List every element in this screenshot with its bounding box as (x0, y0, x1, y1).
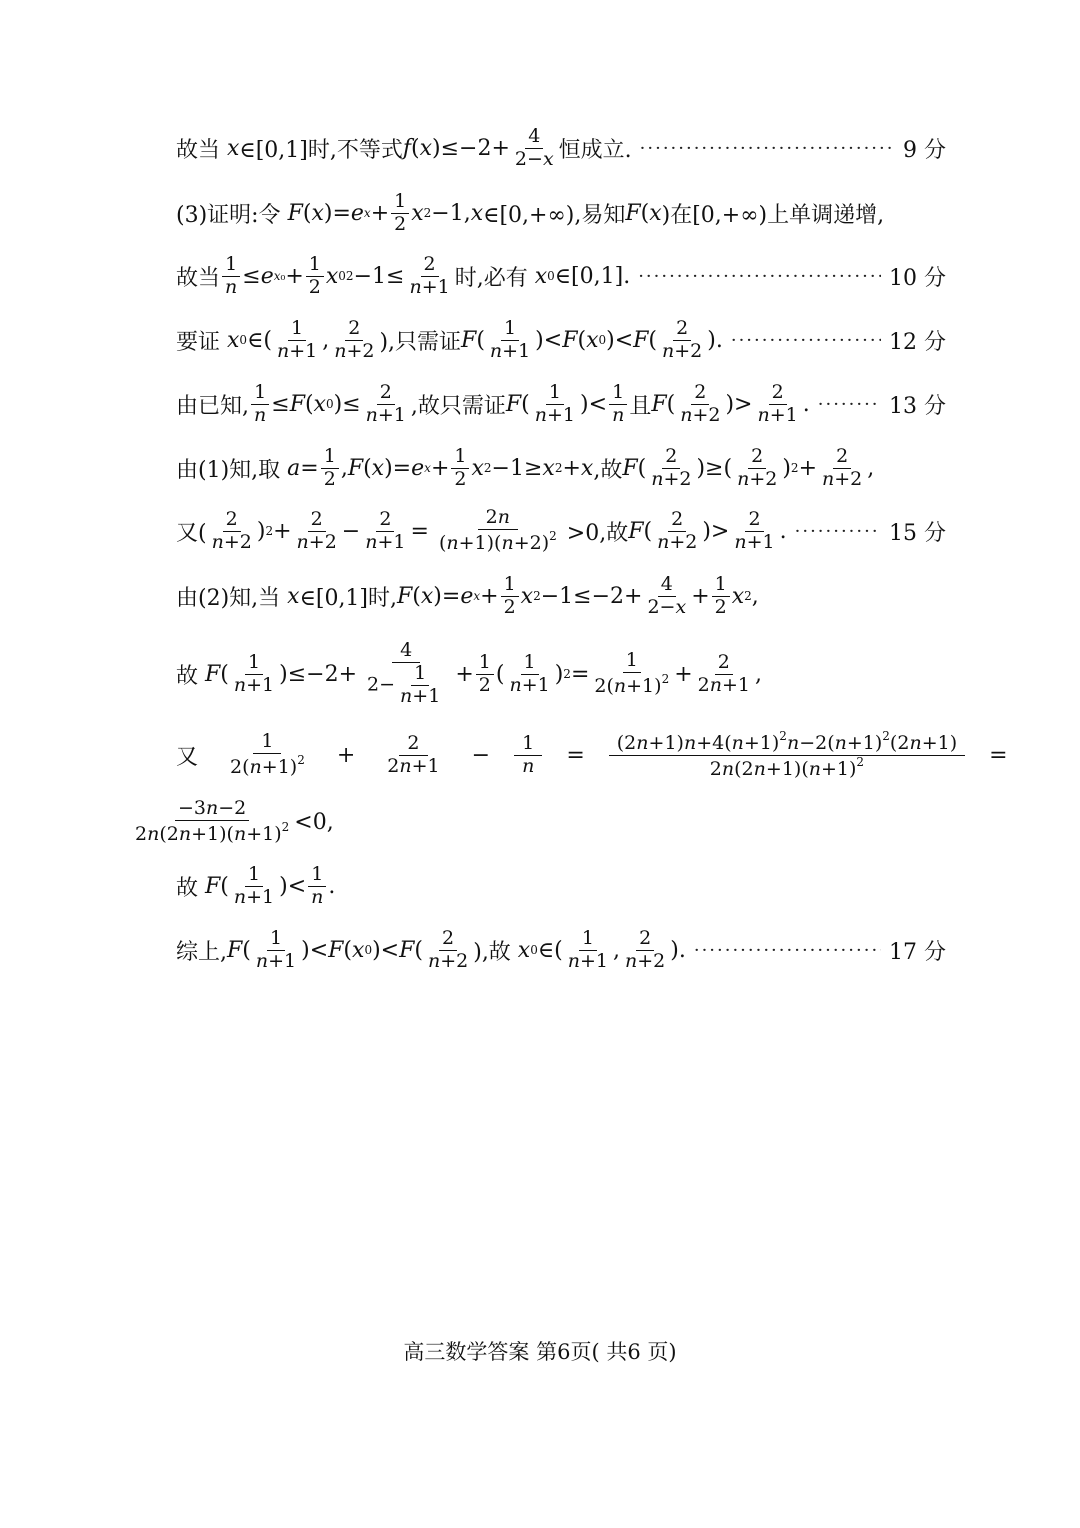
solution-line-1 (176, 118, 946, 178)
score-label: 9 分 (903, 137, 946, 163)
solution-line-4 (176, 310, 946, 370)
leader-dots (731, 330, 881, 351)
leader-dots (640, 138, 895, 159)
leader-dots (818, 394, 881, 415)
math-expression: 由(1)知,取 a = $\frac{1}{2}$ , F ( x )= e x + $\frac{1}{2}$ x 2 −1≥ x 2 + x ,故 F ( $\frac{2}{n+2}$ )≥( $\frac{2}{n+2}$ ) 2 + $\frac{2}{n+2}$ , (176, 444, 875, 490)
math-expression: 由已知, $\frac{1}{n}$ ≤ F ( x 0 )≤ $\frac{2}{n+1}$ ,故只需证 F ( $\frac{1}{n+1}$ )< $\frac{1}{n}$ 且 F ( $\frac{2}{n+2}$ )> $\frac{2}{n+1}$ . (176, 380, 810, 426)
page-footer: 高三数学答案 第6页( 共6 页) (403, 1340, 677, 1364)
solution-line-3 (176, 246, 946, 306)
solution-line-8 (176, 566, 946, 626)
score-label: 12 分 (889, 329, 946, 355)
score-label: 10 分 (889, 265, 946, 291)
score-label: 17 分 (889, 939, 946, 965)
solution-line-9 (176, 628, 946, 720)
math-expression: 综上, F ( $\frac{1}{n+1}$ )< F ( x 0 )< F ( $\frac{2}{n+2}$ ),故 x 0 ∈( $\frac{1}{n+1}$ , $\frac{2}{n+2}$ ). (176, 926, 686, 972)
math-expression: 故当 x ∈[0,1]时,不等式 f ( x )≤−2+ $\frac{4}{2-x}$ 恒成立. (176, 124, 632, 170)
leader-dots (638, 266, 881, 287)
math-expression: (3)证明:令 F ( x )= e x + $\frac{1}{2}$ x 2 −1, x ∈[0,+∞),易知 F ( x )在[0,+∞)上单调递增, (176, 189, 885, 235)
math-expression: 又( $\frac{2}{n+2}$ ) 2 + $\frac{2}{n+2}$ − $\frac{2}{n+1}$ = $\frac{2n}{(n+1)(n+2)^2}$ >0,故 F ( $\frac{2}{n+2}$ )> $\frac{2}{n+1}$ . (176, 506, 787, 554)
math-expression: $\frac{-3n-2}{2n(2n+1)(n+1)^2}$ <0, (135, 797, 334, 845)
leader-dots (694, 940, 881, 961)
solution-line-7 (176, 501, 946, 561)
math-expression: 由(2)知,当 x ∈[0,1]时, F ( x )= e x + $\frac{1}{2}$ x 2 −1≤−2+ $\frac{4}{2-x}$ + $\frac{1}{2}$ x 2 , (176, 572, 759, 618)
solution-line-5 (176, 374, 946, 434)
solution-line-10 (176, 725, 1008, 785)
solution-line-13 (176, 920, 946, 980)
solution-line-6 (176, 438, 946, 498)
math-expression: 故当 $\frac{1}{n}$ ≤ e x₀ + $\frac{1}{2}$ x 0 2 −1≤ $\frac{2}{n+1}$ 时,必有 x 0 ∈[0,1]. (176, 252, 631, 298)
score-label: 15 分 (889, 520, 946, 546)
math-expression: 故 F ( $\frac{1}{n+1}$ )≤−2+ 4 2− $\frac{1}{n+1}$ + $\frac{1}{2}$ ( $\frac{1}{n+1}$ ) 2 = $\frac{1}{2(n+1)^2}$ + $\frac{2}{2n+1}$ , (176, 639, 762, 707)
solution-line-11 (130, 792, 950, 852)
math-expression: 又 $\frac{1}{2(n+1)^2}$ + $\frac{2}{2n+1}$ − $\frac{1}{n}$ = $\frac{(2n+1)n+4(n+1)^2n-2(n+1)^2(2n+1)}{2n(2n+1)(n+1)^2}$ = (176, 728, 1008, 780)
math-expression: 故 F ( $\frac{1}{n+1}$ )< $\frac{1}{n}$ . (176, 862, 336, 908)
leader-dots (795, 521, 881, 542)
solution-line-2 (176, 183, 946, 243)
score-label: 13 分 (889, 393, 946, 419)
solution-line-12 (176, 856, 946, 916)
math-expression: 要证 x 0 ∈( $\frac{1}{n+1}$ , $\frac{2}{n+2}$ ),只需证 F ( $\frac{1}{n+1}$ )< F ( x 0 )< F ( $\frac{2}{n+2}$ ). (176, 316, 723, 362)
